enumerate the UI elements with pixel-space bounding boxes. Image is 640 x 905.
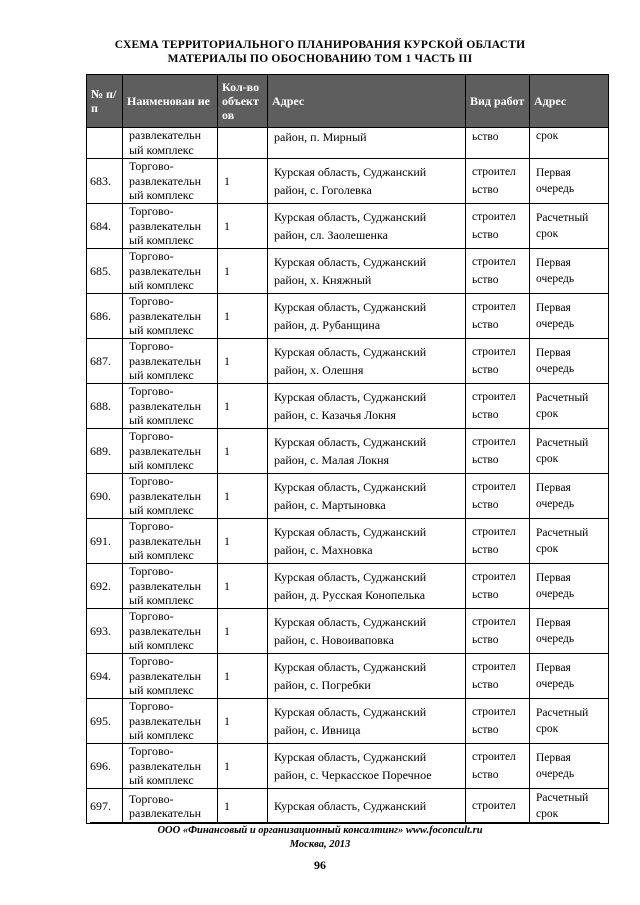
cell-name: Торгово-развлекательн ый комплекс	[123, 294, 218, 339]
cell-count: 1	[218, 699, 268, 744]
cell-number: 693.	[87, 609, 123, 654]
cell-work-type: строител ьство	[466, 339, 530, 384]
cell-count: 1	[218, 474, 268, 519]
cell-work-type: строител ьство	[466, 384, 530, 429]
cell-address: Курская область, Суджанский район, х. Олешня	[268, 339, 466, 384]
table-row	[87, 609, 609, 654]
table-row	[87, 519, 609, 564]
cell-work-type: строител ьство	[466, 699, 530, 744]
table-row	[87, 249, 609, 294]
cell-address: Курская область, Суджанский район, с. Погребки	[268, 654, 466, 699]
table-row	[87, 744, 609, 789]
header-title: СХЕМА ТЕРРИТОРИАЛЬНОГО ПЛАНИРОВАНИЯ КУРСКОЙ ОБЛАСТИ	[114, 39, 526, 51]
cell-number: 694.	[87, 654, 123, 699]
cell-stage: Первая очередь	[530, 159, 609, 204]
col-header-work-type: Вид работ	[466, 75, 530, 128]
cell-work-type: строител ьство	[466, 249, 530, 294]
cell-address: Курская область, Суджанский район, х. Княжный	[268, 249, 466, 294]
cell-address: Курская область, Суджанский район, с. Гоголевка	[268, 159, 466, 204]
footer-city-year: Москва, 2013	[289, 839, 351, 850]
cell-name: Торгово-развлекательн ый комплекс	[123, 699, 218, 744]
col-header-name: Наименован ие	[123, 75, 218, 128]
cell-number: 689.	[87, 429, 123, 474]
cell-work-type: строител ьство	[466, 609, 530, 654]
table-header-row	[87, 75, 609, 128]
cell-work-type: строител ьство	[466, 474, 530, 519]
cell-work-type: строител ьство	[466, 294, 530, 339]
cell-count: 1	[218, 204, 268, 249]
cell-stage: Расчетный срок	[530, 699, 609, 744]
cell-stage: срок	[530, 128, 609, 159]
cell-name: Торгово-развлекательн ый комплекс	[123, 519, 218, 564]
table-row	[87, 294, 609, 339]
page-number: 96	[314, 858, 326, 872]
cell-work-type: строител ьство	[466, 429, 530, 474]
cell-number: 696.	[87, 744, 123, 789]
cell-count: 1	[218, 609, 268, 654]
footer-divider	[90, 822, 600, 823]
cell-stage: Первая очередь	[530, 339, 609, 384]
cell-address: Курская область, Суджанский	[268, 789, 466, 824]
cell-address: Курская область, Суджанский район, с. Махновка	[268, 519, 466, 564]
table-row-continued	[87, 128, 609, 159]
cell-count: 1	[218, 429, 268, 474]
cell-address: Курская область, Суджанский район, с. Казачья Локня	[268, 384, 466, 429]
table-row	[87, 654, 609, 699]
cell-stage: Первая очередь	[530, 249, 609, 294]
col-header-address: Адрес	[268, 75, 466, 128]
cell-name: Торгово-развлекательн ый комплекс	[123, 204, 218, 249]
cell-address: Курская область, Суджанский район, с. Черкасское Поречное	[268, 744, 466, 789]
cell-stage: Расчетный срок	[530, 204, 609, 249]
table-row	[87, 699, 609, 744]
cell-number: 684.	[87, 204, 123, 249]
table-row	[87, 429, 609, 474]
table-row	[87, 204, 609, 249]
cell-stage: Расчетный срок	[530, 384, 609, 429]
cell-work-type: строител ьство	[466, 654, 530, 699]
cell-number	[87, 128, 123, 159]
objects-table	[86, 74, 609, 824]
cell-name: Торгово-развлекательн ый комплекс	[123, 609, 218, 654]
cell-stage: Первая очередь	[530, 744, 609, 789]
cell-address: район, п. Мирный	[268, 128, 466, 159]
cell-work-type: ьство	[466, 128, 530, 159]
table-row	[87, 339, 609, 384]
cell-count: 1	[218, 294, 268, 339]
cell-address: Курская область, Суджанский район, д. Русская Конопелька	[268, 564, 466, 609]
cell-number: 687.	[87, 339, 123, 384]
cell-name: развлекательн ый комплекс	[123, 128, 218, 159]
cell-count: 1	[218, 744, 268, 789]
cell-number: 688.	[87, 384, 123, 429]
cell-address: Курская область, Суджанский район, д. Рубанщина	[268, 294, 466, 339]
cell-count: 1	[218, 159, 268, 204]
cell-count: 1	[218, 789, 268, 824]
cell-address: Курская область, Суджанский район, сл. Заолешенка	[268, 204, 466, 249]
cell-name: Торгово-развлекательн ый комплекс	[123, 744, 218, 789]
table-container	[86, 74, 608, 824]
cell-address: Курская область, Суджанский район, с. Новоиваповка	[268, 609, 466, 654]
cell-name: Торгово-развлекательн	[123, 789, 218, 824]
document-footer	[0, 824, 640, 852]
cell-name: Торгово-развлекательн ый комплекс	[123, 339, 218, 384]
cell-number: 685.	[87, 249, 123, 294]
cell-stage: Первая очередь	[530, 654, 609, 699]
cell-stage: Первая очередь	[530, 294, 609, 339]
cell-stage: Расчетный срок	[530, 519, 609, 564]
cell-name: Торгово-развлекательн ый комплекс	[123, 384, 218, 429]
cell-stage: Первая очередь	[530, 609, 609, 654]
cell-name: Торгово-развлекательн ый комплекс	[123, 564, 218, 609]
cell-number: 692.	[87, 564, 123, 609]
cell-address: Курская область, Суджанский район, с. Мартыновка	[268, 474, 466, 519]
cell-count: 1	[218, 384, 268, 429]
cell-count	[218, 128, 268, 159]
cell-stage: Первая очередь	[530, 474, 609, 519]
document-header	[0, 38, 640, 66]
cell-number: 695.	[87, 699, 123, 744]
cell-name: Торгово-развлекательн ый комплекс	[123, 654, 218, 699]
cell-count: 1	[218, 519, 268, 564]
cell-number: 686.	[87, 294, 123, 339]
cell-count: 1	[218, 249, 268, 294]
table-row	[87, 384, 609, 429]
cell-work-type: строител ьство	[466, 744, 530, 789]
cell-stage: Первая очередь	[530, 564, 609, 609]
cell-address: Курская область, Суджанский район, с. Ивница	[268, 699, 466, 744]
table-row-partial	[87, 789, 609, 824]
cell-number: 691.	[87, 519, 123, 564]
cell-stage: Расчетный срок	[530, 789, 609, 824]
cell-work-type: строител ьство	[466, 564, 530, 609]
cell-work-type: строител ьство	[466, 159, 530, 204]
cell-name: Торгово-развлекательн ый комплекс	[123, 159, 218, 204]
cell-name: Торгово-развлекательн ый комплекс	[123, 429, 218, 474]
col-header-stage: Адрес	[530, 75, 609, 128]
cell-name: Торгово-развлекательн ый комплекс	[123, 249, 218, 294]
col-header-number: № п/п	[87, 75, 123, 128]
cell-address: Курская область, Суджанский район, с. Малая Локня	[268, 429, 466, 474]
cell-number: 683.	[87, 159, 123, 204]
cell-count: 1	[218, 564, 268, 609]
cell-work-type: строител	[466, 789, 530, 824]
cell-count: 1	[218, 654, 268, 699]
col-header-count: Кол-во объект ов	[218, 75, 268, 128]
cell-name: Торгово-развлекательн ый комплекс	[123, 474, 218, 519]
header-subtitle: МАТЕРИАЛЫ ПО ОБОСНОВАНИЮ ТОМ 1 ЧАСТЬ III	[167, 53, 473, 65]
table-row	[87, 474, 609, 519]
cell-work-type: строител ьство	[466, 204, 530, 249]
footer-company: ООО «Финансовый и организационный консалтинг» www.foconcult.ru	[157, 825, 483, 836]
cell-number: 697.	[87, 789, 123, 824]
table-row	[87, 159, 609, 204]
cell-number: 690.	[87, 474, 123, 519]
cell-work-type: строител ьство	[466, 519, 530, 564]
table-row	[87, 564, 609, 609]
cell-count: 1	[218, 339, 268, 384]
cell-stage: Расчетный срок	[530, 429, 609, 474]
